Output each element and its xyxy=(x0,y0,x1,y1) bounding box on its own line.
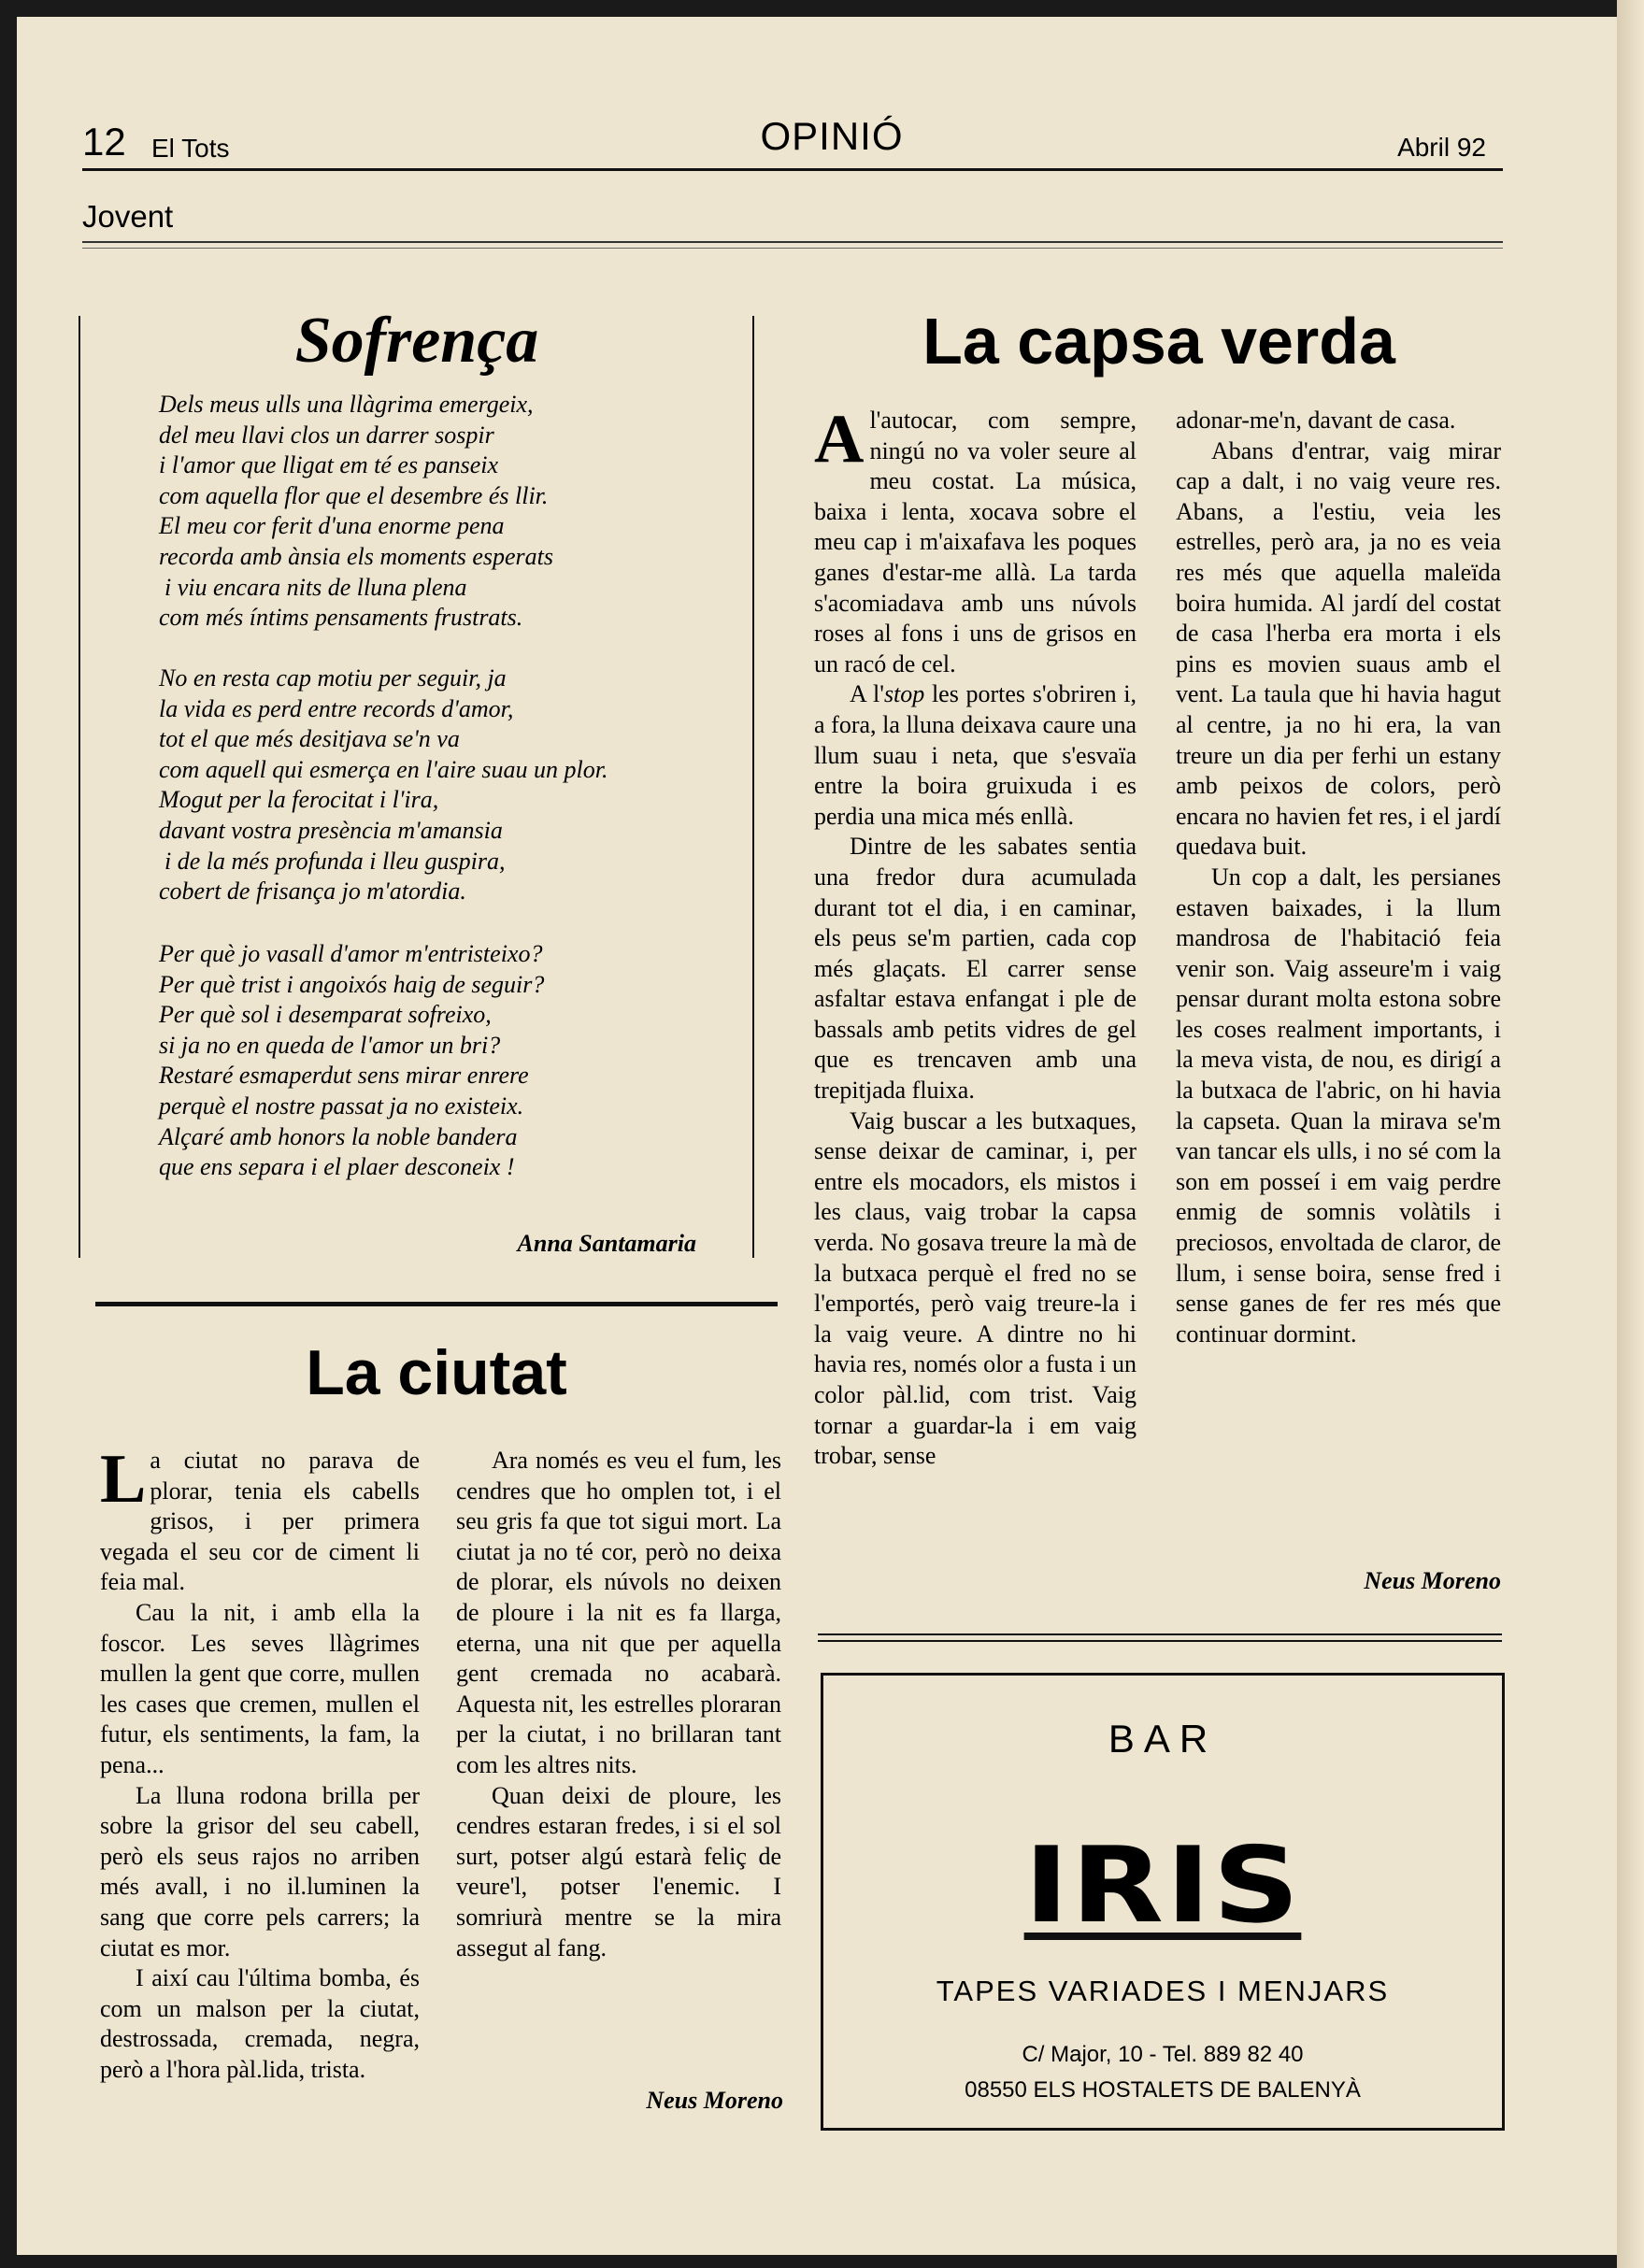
poem-line: perquè el nostre passat ja no existeix. xyxy=(159,1091,524,1120)
poem-box-left-rule xyxy=(79,316,80,1258)
ad-rule-bottom xyxy=(818,1640,1502,1642)
poem-line: del meu llavi clos un darrer sospir xyxy=(159,421,494,449)
paragraph: a ciutat no parava de plorar, tenia els cabells grisos, i per primera vegada el seu cor de ciment li feia mal. xyxy=(100,1447,420,1596)
poem-line: i l'amor que lligat em té es panseix xyxy=(159,451,498,479)
capsa-author: Neus Moreno xyxy=(1364,1567,1501,1594)
poem-line: si ja no en queda de l'amor un bri? xyxy=(159,1031,501,1059)
poem-author: Anna Santamaria xyxy=(517,1230,696,1257)
paragraph: Quan deixi de ploure, les cendres estaran fredes, i si el sol surt, potser algú estarà feliç de veure'l, potser l'enemic. I somriurà mentre se la mira assegut al fang. xyxy=(456,1781,781,1961)
poem-line: la vida es perd entre records d'amor, xyxy=(159,694,514,722)
poem-stanza-1 xyxy=(159,390,738,634)
ciutat-author: Neus Moreno xyxy=(646,2087,783,2114)
poem-line: que ens separa i el plaer desconeix ! xyxy=(159,1153,515,1181)
advertisement-bar-iris xyxy=(821,1673,1505,2131)
ad-rule-top xyxy=(818,1633,1502,1635)
poem-line: recorda amb ànsia els moments esperats xyxy=(159,542,553,570)
poem-line: cobert de frisança jo m'atordia. xyxy=(159,877,466,906)
paragraph: adonar-me'n, davant de casa. xyxy=(1176,407,1456,434)
ad-logo-iris xyxy=(823,1825,1502,1947)
poem-line: Mogut per la ferocitat i l'ira, xyxy=(159,786,439,814)
ad-bar-label: BAR xyxy=(1108,1717,1218,1761)
poem-stanza-3 xyxy=(159,939,738,1183)
paragraph: Ara només es veu el fum, les cendres que ho omplen tot, i el seu gris fa que tot sigui mort. La ciutat ja no té cor, però no deixa de plorar, els núvols no deixen de ploure i la nit es fa llarga, eterna, una nit que per aquella gent cremada no acabarà. Aquesta nit, les estrelles ploraran per la ciutat, i no brillaran tant com les altres nits. xyxy=(456,1447,781,1778)
capsa-column-1 xyxy=(814,401,1137,1472)
poem-line: Per què jo vasall d'amor m'entristeixo? xyxy=(159,940,543,967)
ad-tagline: TAPES VARIADES I MENJARS xyxy=(936,1975,1390,2007)
ad-city: 08550 ELS HOSTALETS DE BALENYÀ xyxy=(965,2077,1361,2103)
drop-cap: A xyxy=(814,401,865,478)
paragraph: Cau la nit, i amb ella la foscor. Les seves llàgrimes mullen la gent que corre, mullen les cases que cremen, mullen el futur, els sentiments, la fam, la pena... xyxy=(100,1598,420,1778)
paragraph: Un cop a dalt, les persianes estaven baixades, i la llum mandrosa de l'habitació feia venir son. Vaig asseure'm i vaig pensar durant molta estona sobre les coses realment importants, i la meva vista, de nou, es dirigí a la butxaca de l'abric, on hi havia la capseta. Quan la mirava se'm van tancar els ulls, i no sé com la son em posseí i em vaig perdre enmig de somnis volàtils i preciosos, envoltada de claror, de llum, i sense boira, sense fred i sense ganes de fer res més que continuar dormint. xyxy=(1176,863,1501,1348)
paragraph: l'autocar, com sempre, ningú no va voler seure al meu costat. La música, baixa i lenta, xocava sobre el meu cap i m'aixafava les poques ganes d'estar-me allà. La tarda s'acomiadava amb uns núvols roses al fons i uns de grisos en un racó de cel. xyxy=(814,407,1137,678)
poem-line: com més íntims pensaments frustrats. xyxy=(159,604,523,632)
paragraph: Dintre de les sabates sentia una fredor dura acumulada durant tot el dia, i en caminar, els peus se'm partien, cada cop més glaçats. El carrer sense asfaltar estava enfangat i ple de bassals amb petits vidres de gel que es trencaven amb una trepitjada fluixa. xyxy=(814,833,1137,1105)
publication-name: El Tots xyxy=(151,134,230,163)
article-title-capsa: La capsa verda xyxy=(922,305,1395,378)
subsection-rule-thin xyxy=(82,248,1503,249)
paragraph: Abans d'entrar, vaig mirar cap a dalt, i no vaig veure res. Abans, a l'estiu, veia les estrelles, però ara, ja no es veia res més que aquella maleïda boira humida. Al jardí del costat de casa l'herba era morta i els pins es movien suaus amb el vent. La taula que hi havia hagut al centre, ja no hi era, la van treure un dia per ferhi un estany amb peixos de colors, però encara no havien fet res, i el jardí quedava buit. xyxy=(1176,436,1501,861)
page-edge xyxy=(1617,0,1644,2268)
text-run-italic: stop xyxy=(883,680,925,708)
subsection-label: Jovent xyxy=(82,199,174,234)
poem-title: Sofrença xyxy=(294,305,539,377)
issue-date: Abril 92 xyxy=(1397,133,1486,162)
poem-line: com aquell qui esmerça en l'aire suau un plor. xyxy=(159,755,608,783)
poem-stanza-2 xyxy=(159,663,738,907)
article-divider xyxy=(95,1302,778,1306)
subsection-rule xyxy=(82,241,1503,243)
paragraph xyxy=(814,679,1137,832)
poem-line: i viu encara nits de lluna plena xyxy=(164,573,467,601)
page-number: 12 xyxy=(82,120,126,164)
ad-logo-text: IRIS xyxy=(1023,1825,1302,1947)
poem-line: Per què sol i desemparat sofreixo, xyxy=(159,1001,492,1029)
poem-line: i de la més profunda i lleu guspira, xyxy=(164,847,506,875)
header-rule xyxy=(82,168,1503,171)
poem-line: Per què trist i angoixós haig de seguir? xyxy=(159,970,545,998)
poem-line: Alçaré amb honors la noble bandera xyxy=(159,1122,518,1150)
poem-line: Restaré esmaperdut sens mirar enrere xyxy=(159,1062,529,1090)
ciutat-column-2 xyxy=(456,1446,781,1963)
text-run: les portes s'obriren i, a fora, la lluna deixava caure una llum suau i neta, que s'esvaïa entre la boira gruixuda i es perdia una mica més enllà. xyxy=(814,680,1137,830)
ciutat-column-1 xyxy=(100,1441,420,2085)
poem-line: No en resta cap motiu per seguir, ja xyxy=(159,664,507,692)
text-run: A l' xyxy=(850,680,884,708)
poem-line: Dels meus ulls una llàgrima emergeix, xyxy=(159,391,534,418)
poem-line: tot el que més desitjava se'n va xyxy=(159,725,460,753)
poem-box-right-rule xyxy=(752,316,754,1258)
paragraph: Vaig buscar a les butxaques, sense deixar de caminar, i, per entre els mocadors, els mistos i les claus, vaig trobar la capsa verda. No gosava treure la mà de la butxaca perquè el fred no se l'emportés, però vaig treure-la i la vaig veure. A dintre no hi havia res, només olor a fusta i un color pàl.lid, com trist. Vaig tornar a guardar-la i em vaig trobar, sense xyxy=(814,1106,1137,1470)
ad-address: C/ Major, 10 - Tel. 889 82 40 xyxy=(1022,2042,1304,2067)
section-title: OPINIÓ xyxy=(760,114,904,158)
drop-cap: L xyxy=(100,1441,147,1518)
poem-line: El meu cor ferit d'una enorme pena xyxy=(159,512,505,540)
capsa-column-2 xyxy=(1176,406,1501,1349)
poem-line: davant vostra presència m'amansia xyxy=(159,816,503,844)
paragraph: La lluna rodona brilla per sobre la grisor del seu cabell, però els seus rajos no arriben més avall, i no il.luminen la sang que corre pels carrers; la ciutat es mor. xyxy=(100,1781,420,1961)
poem-line: com aquella flor que el desembre és llir. xyxy=(159,481,549,509)
article-title-ciutat: La ciutat xyxy=(306,1337,567,1408)
paragraph: I així cau l'última bomba, és com un malson per la ciutat, destrossada, cremada, negra, però a l'hora pàl.lida, trista. xyxy=(100,1964,420,2083)
